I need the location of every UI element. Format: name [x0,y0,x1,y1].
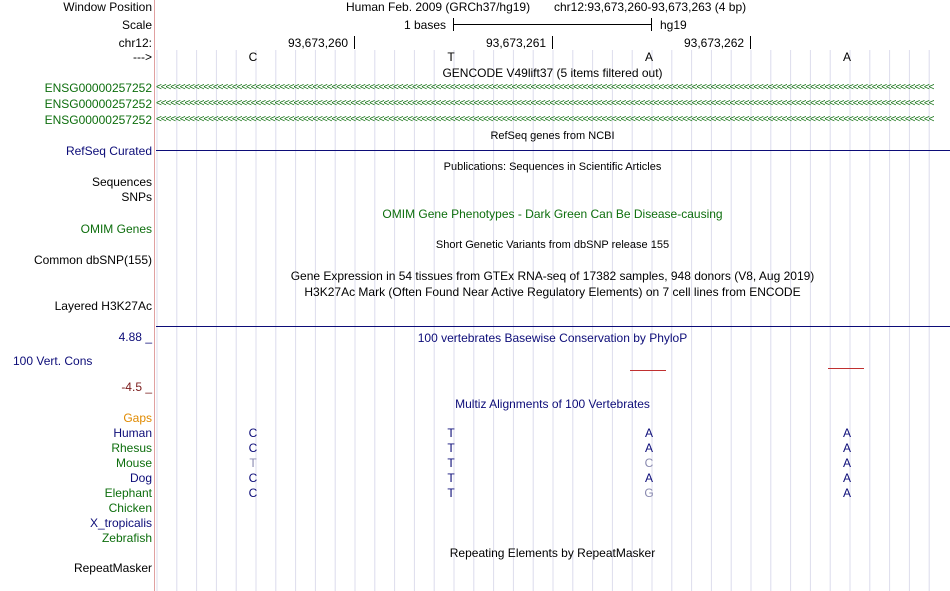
gencode-gene-label[interactable]: ENSG00000257252 [44,81,152,95]
species-label[interactable]: Zebrafish [101,531,152,545]
reference-base: A [842,50,851,64]
species-label[interactable]: Elephant [104,486,152,500]
scale-bar-left-tick [453,18,454,31]
alignment-base: C [644,456,654,470]
species-label[interactable]: Dog [129,471,152,485]
dbsnp-track-label[interactable]: Common dbSNP(155) [33,253,152,267]
gencode-gene-label[interactable]: ENSG00000257252 [44,97,152,111]
alignment-base: T [447,471,455,485]
gencode-track-title[interactable]: GENCODE V49lift37 (5 items filtered out) [442,66,663,80]
h3k27ac-baseline [156,326,950,327]
alignment-base: A [842,426,851,440]
conservation-track-title[interactable]: 100 vertebrates Basewise Conservation by PhyloP [417,331,688,345]
alignment-base: G [644,486,654,500]
alignment-base: A [842,471,851,485]
species-label[interactable]: Chicken [108,501,152,515]
alignment-base: A [644,471,653,485]
position-text[interactable]: chr12:93,673,260-93,673,263 (4 bp) [554,0,747,14]
conservation-negative-bar [630,370,666,371]
omim-track-title[interactable]: OMIM Gene Phenotypes - Dark Green Can Be Disease-causing [382,207,723,221]
alignment-base: C [248,441,258,455]
conservation-negative-bar [828,368,864,369]
alignment-base: C [248,471,258,485]
scale-genome: hg19 [660,18,687,32]
scale-label: Scale [121,18,152,32]
omim-track-label[interactable]: OMIM Genes [80,222,152,236]
dbsnp-track-title[interactable]: Short Genetic Variants from dbSNP release 155 [435,239,670,251]
species-label[interactable]: Mouse [115,456,152,470]
conservation-max-label: 4.88 _ [118,330,152,344]
refseq-track-title[interactable]: RefSeq genes from NCBI [490,130,615,142]
gtex-track-title[interactable]: Gene Expression in 54 tissues from GTEx RNA-seq of 17382 samples, 948 donors (V8, Aug 2019) [290,269,815,283]
alignment-base: A [644,441,653,455]
strand-arrow-label: ---> [133,50,152,64]
coord-tick [552,36,553,49]
coord-label: 93,673,262 [684,36,745,50]
alignment-base: A [842,486,851,500]
repeatmasker-track-title[interactable]: Repeating Elements by RepeatMasker [449,546,656,560]
alignment-base: T [249,456,257,470]
coord-tick [750,36,751,49]
alignment-base: T [447,441,455,455]
gencode-gene-feature[interactable]: <<<<<<<<<<<<<<<<<<<<<<<<<<<<<<<<<<<<<<<<<<<<<<<<<<<<<<<<<<<<<<<<<<<<<<<<<<<<<<<<<<<<<<<<<<<<<<<<<<<<<<<<<<<<<<<<<<<<<<<<<<<<<<<<<<<<<<<<<<<<<<<<<<<<<<<<<<<<<<<<<<<< [156,82,934,93]
gencode-gene-feature[interactable]: <<<<<<<<<<<<<<<<<<<<<<<<<<<<<<<<<<<<<<<<<<<<<<<<<<<<<<<<<<<<<<<<<<<<<<<<<<<<<<<<<<<<<<<<<<<<<<<<<<<<<<<<<<<<<<<<<<<<<<<<<<<<<<<<<<<<<<<<<<<<<<<<<<<<<<<<<<<<<<<<<<<< [156,114,934,125]
reference-base: A [644,50,653,64]
reference-base: T [447,50,455,64]
assembly-title[interactable]: Human Feb. 2009 (GRCh37/hg19) [346,0,531,14]
gencode-gene-label[interactable]: ENSG00000257252 [44,113,152,127]
publications-track-title[interactable]: Publications: Sequences in Scientific Articles [443,161,662,173]
coord-label: 93,673,261 [486,36,547,50]
alignment-base: A [644,426,653,440]
alignment-base: C [248,426,258,440]
refseq-gene-feature[interactable] [156,150,950,151]
h3k27ac-track-label[interactable]: Layered H3K27Ac [54,299,152,313]
reference-base: C [248,50,258,64]
refseq-track-label[interactable]: RefSeq Curated [65,144,152,158]
scale-text: 1 bases [404,18,447,32]
chrom-label: chr12: [118,36,152,50]
gaps-label[interactable]: Gaps [123,411,152,425]
repeatmasker-track-label[interactable]: RepeatMasker [73,561,152,575]
species-label[interactable]: X_tropicalis [89,516,152,530]
alignment-base: T [447,486,455,500]
sequences-track-label[interactable]: Sequences [91,175,152,189]
alignment-base: A [842,456,851,470]
coord-tick [354,36,355,49]
h3k27ac-track-title[interactable]: H3K27Ac Mark (Often Found Near Active Regulatory Elements) on 7 cell lines from ENCODE [304,285,801,299]
species-label[interactable]: Human [113,426,152,440]
conservation-track-label[interactable]: 100 Vert. Cons [13,354,93,368]
gencode-gene-feature[interactable]: <<<<<<<<<<<<<<<<<<<<<<<<<<<<<<<<<<<<<<<<<<<<<<<<<<<<<<<<<<<<<<<<<<<<<<<<<<<<<<<<<<<<<<<<<<<<<<<<<<<<<<<<<<<<<<<<<<<<<<<<<<<<<<<<<<<<<<<<<<<<<<<<<<<<<<<<<<<<<<<<<<<< [156,98,934,109]
scale-bar [453,24,651,25]
conservation-min-label: -4.5 _ [121,380,152,394]
scale-bar-right-tick [651,18,652,31]
alignment-base: C [248,486,258,500]
alignment-base: T [447,426,455,440]
alignment-base: A [842,441,851,455]
species-label[interactable]: Rhesus [111,441,152,455]
alignment-base: T [447,456,455,470]
multiz-track-title[interactable]: Multiz Alignments of 100 Vertebrates [455,397,650,411]
window-position-label: Window Position [63,0,152,14]
coord-label: 93,673,260 [288,36,349,50]
snps-track-label[interactable]: SNPs [121,190,152,204]
